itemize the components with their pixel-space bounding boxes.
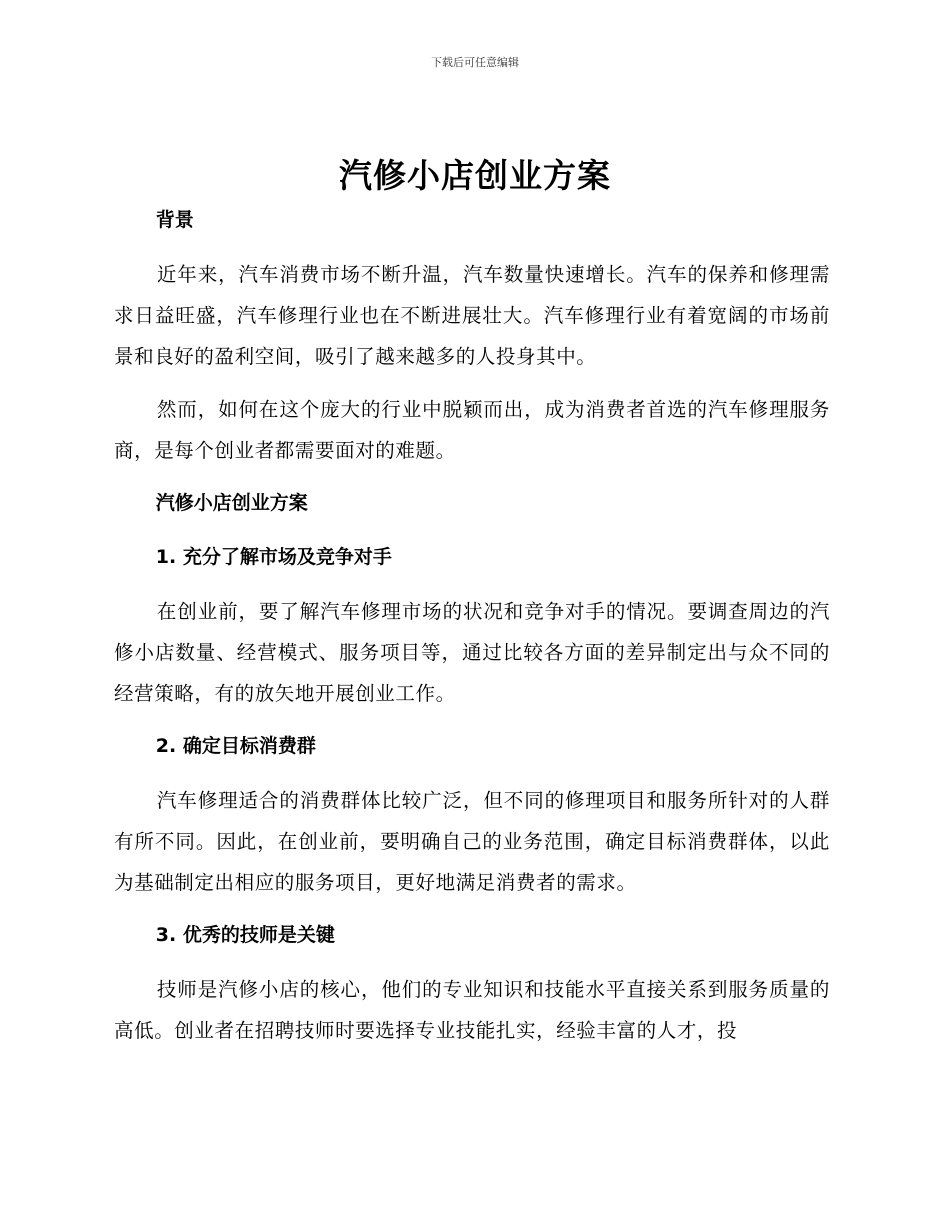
step-heading-3: 3. 优秀的技师是关键 [155, 924, 335, 946]
document-title: 汽修小店创业方案 [339, 156, 611, 195]
step-heading-2: 2. 确定目标消费群 [155, 735, 316, 757]
header-note: 下载后可任意编辑 [431, 56, 519, 69]
paragraph-background-1: 近年来，汽车消费市场不断升温，汽车数量快速增长。汽车的保养和修理需求日益旺盛，汽车修理行业也在不断进展壮大。汽车修理行业有着宽阔的市场前景和良好的盈利空间，吸引了越来越多的人投身其中。 [114, 263, 830, 368]
paragraph-step-3: 技师是汽修小店的核心，他们的专业知识和技能水平直接关系到服务质量的高低。创业者在招聘技师时要选择专业技能扎实，经验丰富的人才，投 [114, 978, 830, 1042]
paragraph-background-2: 然而，如何在这个庞大的行业中脱颖而出，成为消费者首选的汽车修理服务商，是每个创业者都需要面对的难题。 [114, 398, 830, 462]
section-heading-plan: 汽修小店创业方案 [155, 492, 308, 514]
paragraph-step-2: 汽车修理适合的消费群体比较广泛，但不同的修理项目和服务所针对的人群有所不同。因此，在创业前，要明确自己的业务范围，确定目标消费群体，以此为基础制定出相应的服务项目，更好地满足消费者的需求。 [114, 789, 830, 894]
paragraph-step-1: 在创业前，要了解汽车修理市场的状况和竞争对手的情况。要调查周边的汽修小店数量、经营模式、服务项目等，通过比较各方面的差异制定出与众不同的经营策略，有的放矢地开展创业工作。 [114, 600, 830, 705]
step-heading-1: 1. 充分了解市场及竞争对手 [155, 546, 392, 568]
document-body [114, 200, 830, 1051]
section-heading-background: 背景 [155, 209, 194, 231]
